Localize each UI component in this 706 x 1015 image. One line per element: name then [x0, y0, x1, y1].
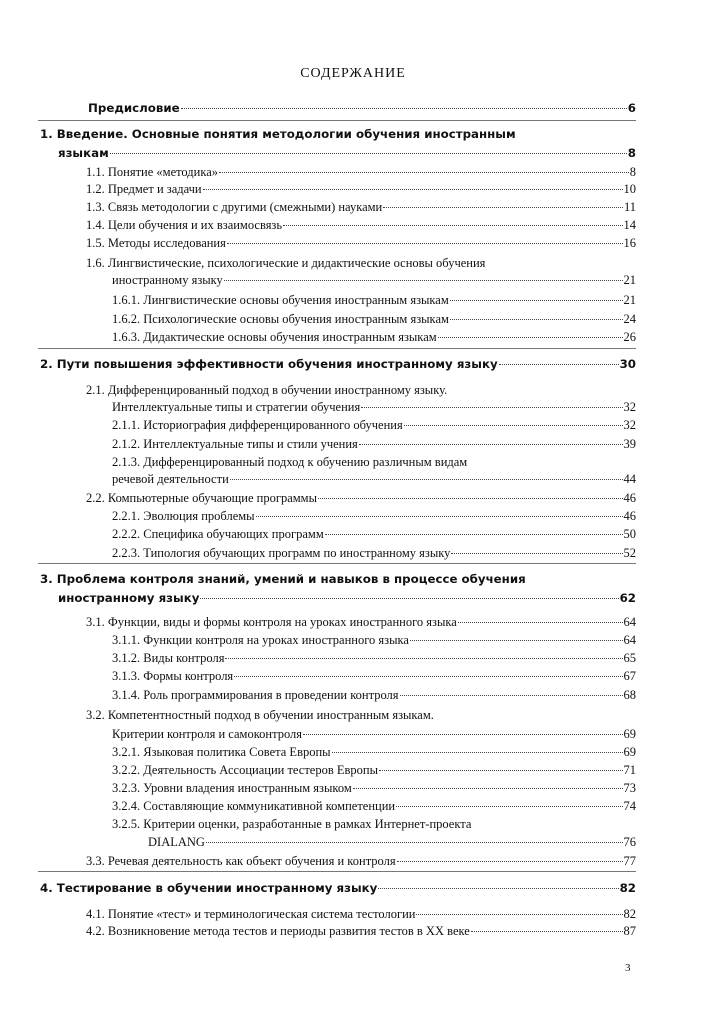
toc-entry-title: 1.1. Понятие «методика» [86, 165, 219, 179]
toc-entry [86, 199, 636, 215]
toc-page-number: 8 [627, 146, 636, 160]
toc-entry [112, 272, 636, 288]
toc-entry [112, 417, 636, 433]
toc-entry [86, 923, 636, 939]
dot-leader [499, 364, 619, 365]
toc-entry-title: Предисловие [88, 101, 180, 115]
toc-page-number: 32 [623, 400, 636, 414]
toc-entry [40, 356, 636, 372]
toc-page-number: 74 [623, 799, 636, 813]
toc-page-number: 39 [623, 437, 636, 451]
toc-entry-title: 1.4. Цели обучения и их взаимосвязь [86, 218, 283, 232]
toc-page-number: 6 [627, 101, 636, 115]
dot-leader [234, 676, 622, 677]
toc-entry [148, 834, 636, 850]
toc-entry [112, 508, 636, 524]
toc-entry [112, 726, 636, 742]
toc-entry-title: 1.3. Связь методологии с другими (смежными) науками [86, 200, 383, 214]
toc-entry [112, 545, 636, 561]
toc-page-number: 65 [623, 651, 636, 665]
toc-page-number: 32 [623, 418, 636, 432]
dot-leader [458, 622, 623, 623]
toc-page-number: 46 [623, 491, 636, 505]
dot-leader [397, 861, 623, 862]
toc-entry-title: 2.2. Компьютерные обучающие программы [86, 491, 317, 505]
toc-entry-title: 2. Пути повышения эффективности обучения иностранному языку [40, 357, 498, 371]
toc-entry-title: 3.2. Компетентностный подход в обучении иностранным языкам. [86, 708, 434, 722]
section-divider [38, 871, 636, 872]
toc-entry-title: 3.1. Функции, виды и формы контроля на уроках иностранного языка [86, 615, 457, 629]
toc-entry-title: 2.1. Дифференцированный подход в обучении иностранному языку. [86, 383, 448, 397]
toc-entry [86, 906, 636, 922]
toc-entry [112, 292, 636, 308]
dot-leader [181, 108, 627, 109]
toc-entry-title: 1.6. Лингвистические, психологические и дидактические основы обучения [86, 256, 486, 270]
toc-page-number: 67 [623, 669, 636, 683]
dot-leader [332, 752, 623, 753]
dot-leader [378, 888, 618, 889]
toc-page-number: 14 [623, 218, 636, 232]
toc-entry-title: 2.1.2. Интеллектуальные типы и стили учения [112, 437, 358, 451]
toc-page-number: 71 [623, 763, 636, 777]
toc-entry-title: 1.6.2. Психологические основы обучения иностранным языкам [112, 312, 449, 326]
toc-entry [86, 164, 636, 180]
toc-entry [40, 880, 636, 896]
dot-leader [450, 300, 623, 301]
toc-entry-title: 3. Проблема контроля знаний, умений и навыков в процессе обучения [40, 572, 526, 586]
toc-entry [112, 526, 636, 542]
toc-entry-title: 1.6.3. Дидактические основы обучения иностранным языкам [112, 330, 437, 344]
toc-page-number: 16 [623, 236, 636, 250]
dot-leader [359, 444, 623, 445]
toc-entry-title: 3.1.2. Виды контроля [112, 651, 225, 665]
toc-entry [112, 311, 636, 327]
toc-entry [86, 490, 636, 506]
toc-page-number: 64 [623, 615, 636, 629]
toc-entry-title-continued: DIALANG [148, 835, 205, 849]
dot-leader [225, 658, 622, 659]
dot-leader [325, 534, 623, 535]
section-divider [38, 563, 636, 564]
toc-entry [86, 217, 636, 233]
toc-entry-title-continued: иностранному языку [58, 591, 200, 605]
toc-entry [112, 744, 636, 760]
toc-page-number: 64 [623, 633, 636, 647]
toc-page-number: 77 [623, 854, 636, 868]
dot-leader [318, 498, 623, 499]
toc-entry-title: 2.2.3. Типология обучающих программ по иностранному языку [112, 546, 451, 560]
toc-entry [112, 399, 636, 415]
toc-page-number: 52 [623, 546, 636, 560]
toc-entry [86, 853, 636, 869]
toc-entry-title: 3.2.2. Деятельность Ассоциации тестеров Европы [112, 763, 378, 777]
toc-entry [112, 329, 636, 345]
toc-page-number: 21 [623, 273, 636, 287]
dot-leader [451, 553, 622, 554]
dot-leader [410, 640, 623, 641]
toc-page-number: 76 [623, 835, 636, 849]
toc-entry-title-continued: языкам [58, 146, 109, 160]
toc-entry [86, 181, 636, 197]
toc-entry [86, 235, 636, 251]
toc-entry-title: 4. Тестирование в обучении иностранному языку [40, 881, 378, 895]
dot-leader [206, 842, 623, 843]
toc-entry [58, 590, 636, 606]
dot-leader [256, 516, 623, 517]
toc-entry [88, 100, 636, 116]
toc-page-number: 82 [623, 907, 636, 921]
toc-page-number: 44 [623, 472, 636, 486]
toc-page-number: 82 [619, 881, 636, 895]
toc-page-number: 62 [619, 591, 636, 605]
toc-entry-title: 3.1.1. Функции контроля на уроках иностранного языка [112, 633, 409, 647]
toc-entry [112, 780, 636, 796]
dot-leader [230, 479, 623, 480]
dot-leader [416, 914, 622, 915]
toc-entry-title-continued: Интеллектуальные типы и стратегии обучения [112, 400, 361, 414]
dot-leader [361, 407, 622, 408]
toc-entry-title: 1.2. Предмет и задачи [86, 182, 202, 196]
toc-page-number: 26 [623, 330, 636, 344]
toc-entry-title: 3.1.3. Формы контроля [112, 669, 234, 683]
dot-leader [227, 243, 623, 244]
toc-entry-title-continued: речевой деятельности [112, 472, 229, 486]
dot-leader [200, 598, 618, 599]
toc-page-number: 24 [623, 312, 636, 326]
toc-entry-title: 3.2.4. Составляющие коммуникативной компетенции [112, 799, 396, 813]
dot-leader [219, 172, 629, 173]
toc-page-number: 69 [623, 727, 636, 741]
dot-leader [283, 225, 622, 226]
toc-entry [112, 632, 636, 648]
dot-leader [400, 695, 623, 696]
toc-page-number: 69 [623, 745, 636, 759]
dot-leader [383, 207, 623, 208]
dot-leader [450, 319, 623, 320]
section-divider [38, 120, 636, 121]
toc-entry-title: 3.2.1. Языковая политика Совета Европы [112, 745, 331, 759]
dot-leader [471, 931, 623, 932]
toc-entry [112, 650, 636, 666]
toc-entry-title: 3.1.4. Роль программирования в проведении контроля [112, 688, 399, 702]
toc-entry [112, 436, 636, 452]
toc-entry-title: 1.5. Методы исследования [86, 236, 226, 250]
dot-leader [438, 337, 623, 338]
dot-leader [303, 734, 622, 735]
toc-entry [86, 614, 636, 630]
toc-page-number: 21 [623, 293, 636, 307]
section-divider [38, 348, 636, 349]
toc-entry-title: 4.2. Возникновение метода тестов и периоды развития тестов в XX веке [86, 924, 470, 938]
toc-page-number: 8 [629, 165, 636, 179]
toc-entry-title: 2.1.1. Историография дифференцированного обучения [112, 418, 403, 432]
toc-page-number: 68 [623, 688, 636, 702]
toc-entry [112, 687, 636, 703]
toc-entry-title: 2.1.3. Дифференцированный подход к обучению различным видам [112, 455, 468, 469]
toc-entry-title-continued: иностранному языку [112, 273, 223, 287]
dot-leader [110, 153, 627, 154]
toc-entry-title: 3.2.5. Критерии оценки, разработанные в рамках Интернет-проекта [112, 817, 472, 831]
toc-entry [112, 668, 636, 684]
toc-page-number: 46 [623, 509, 636, 523]
toc-page-number: 73 [623, 781, 636, 795]
toc-entry [112, 798, 636, 814]
toc-entry-title: 1.6.1. Лингвистические основы обучения иностранным языкам [112, 293, 449, 307]
toc-page-number: 11 [623, 200, 636, 214]
toc-entry-title-continued: Критерии контроля и самоконтроля [112, 727, 303, 741]
dot-leader [379, 770, 623, 771]
dot-leader [404, 425, 623, 426]
toc-entry-title: 1. Введение. Основные понятия методологии обучения иностранным [40, 127, 516, 141]
toc-entry-title: 2.2.2. Специфика обучающих программ [112, 527, 324, 541]
page-title: СОДЕРЖАНИЕ [300, 66, 406, 81]
toc-entry-title: 4.1. Понятие «тест» и терминологическая система тестологии [86, 907, 416, 921]
toc-entry [112, 762, 636, 778]
dot-leader [224, 280, 623, 281]
toc-page-number: 50 [623, 527, 636, 541]
toc-entry-title: 3.2.3. Уровни владения иностранным языком [112, 781, 352, 795]
toc-entry [58, 145, 636, 161]
toc-entry [112, 471, 636, 487]
toc-page-number: 30 [619, 357, 636, 371]
toc-entry-title: 2.2.1. Эволюция проблемы [112, 509, 255, 523]
toc-page-number: 10 [623, 182, 636, 196]
dot-leader [396, 806, 622, 807]
dot-leader [203, 189, 623, 190]
page-number: 3 [625, 962, 631, 974]
toc-entry-title: 3.3. Речевая деятельность как объект обучения и контроля [86, 854, 396, 868]
dot-leader [353, 788, 623, 789]
toc-page-number: 87 [623, 924, 636, 938]
